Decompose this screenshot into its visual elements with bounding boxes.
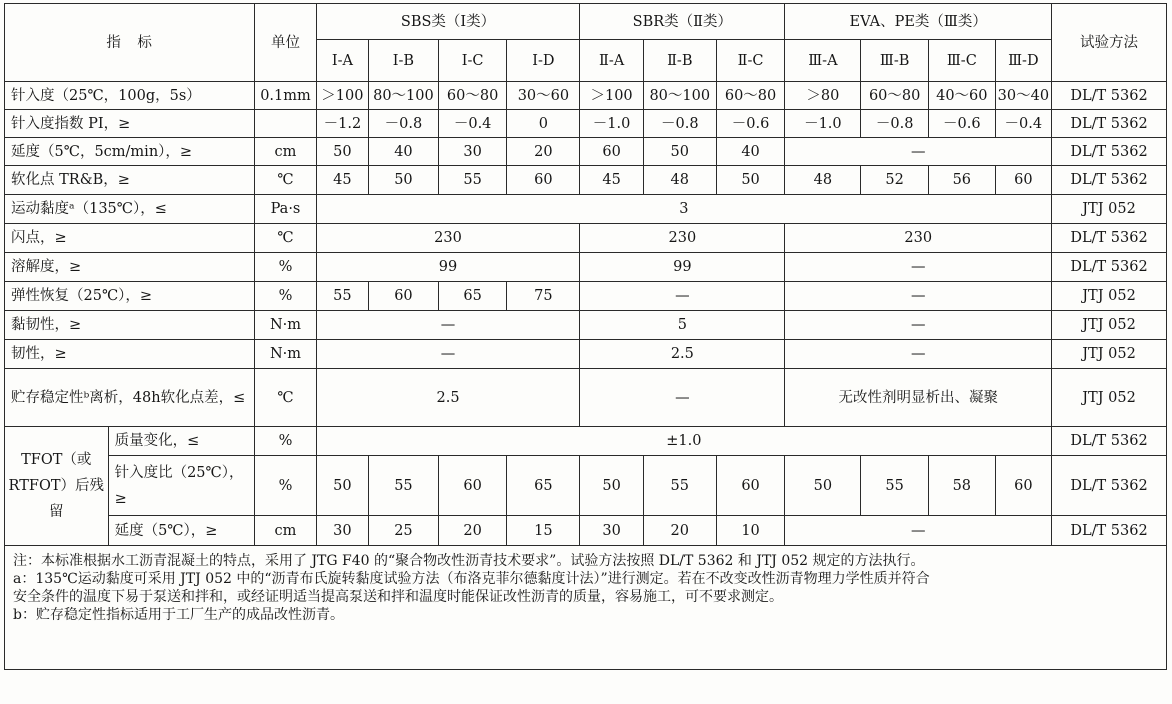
cell-value-sbs-group: 230 [316, 224, 580, 253]
row-label: 闪点，≥ [5, 224, 255, 253]
row-label: 运动黏度ᵃ（135℃），≤ [5, 195, 255, 224]
cell-value: 15 [507, 516, 580, 546]
cell-value-sbs-group: 2.5 [316, 369, 580, 427]
cell-value-sbs-group: — [316, 311, 580, 340]
cell-value-sbs-group: — [316, 340, 580, 369]
cell-value-sbr-group: 2.5 [580, 340, 785, 369]
row-toughness [5, 340, 1167, 369]
row-unit: 0.1mm [255, 82, 317, 110]
row-label: 弹性恢复（25℃），≥ [5, 282, 255, 311]
cell-value-eva-group: — [785, 516, 1052, 546]
cell-value: 25 [369, 516, 439, 546]
cell-value-eva-group: — [785, 138, 1052, 166]
header-unit: 单位 [255, 4, 317, 82]
cell-value-eva-group: — [785, 253, 1052, 282]
row-viscosity [5, 195, 1167, 224]
row-tfot-penetration-ratio [5, 456, 1167, 516]
header-test-method: 试验方法 [1052, 4, 1167, 82]
row-unit: N·m [255, 340, 317, 369]
row-unit: cm [255, 516, 317, 546]
cell-value: 48 [785, 166, 861, 195]
cell-value: －1.2 [316, 110, 368, 138]
cell-value: 60～80 [861, 82, 929, 110]
row-label: 韧性，≥ [5, 340, 255, 369]
row-unit: ℃ [255, 166, 317, 195]
row-label: 针入度（25℃，100g，5s） [5, 82, 255, 110]
cell-value: 56 [928, 166, 995, 195]
cell-value-sbr-group: — [580, 369, 785, 427]
cell-value: 60 [369, 282, 439, 311]
cell-value-eva-group: — [785, 340, 1052, 369]
header-group-sbr: SBR类（Ⅱ类） [580, 4, 785, 40]
cell-value: 65 [507, 456, 580, 516]
cell-value: 55 [861, 456, 929, 516]
row-method: DL/T 5362 [1052, 516, 1167, 546]
cell-value: ＞80 [785, 82, 861, 110]
cell-value: 75 [507, 282, 580, 311]
row-ductility [5, 138, 1167, 166]
tfot-group-label: TFOT（或RTFOT）后残留 [5, 427, 109, 546]
row-method: DL/T 5362 [1052, 110, 1167, 138]
row-method: JTJ 052 [1052, 195, 1167, 224]
cell-value: －0.8 [643, 110, 716, 138]
cell-value: 45 [316, 166, 368, 195]
cell-value: 58 [928, 456, 995, 516]
cell-value: 50 [316, 456, 368, 516]
cell-value: 30～40 [995, 82, 1051, 110]
cell-value: 60 [507, 166, 580, 195]
cell-value: 52 [861, 166, 929, 195]
cell-value: －0.8 [861, 110, 929, 138]
cell-value: 20 [643, 516, 716, 546]
grade-header: Ⅰ-B [369, 40, 439, 82]
note-general: 注：本标准根据水工沥青混凝土的特点，采用了 JTG F40 的“聚合物改性沥青技术要求”。试验方法按照 DL/T 5362 和 JTJ 052 规定的方法执行。 [13, 553, 925, 569]
cell-value: －1.0 [785, 110, 861, 138]
grade-header: Ⅰ-A [316, 40, 368, 82]
cell-value: 50 [785, 456, 861, 516]
header-group-eva-pe: EVA、PE类（Ⅲ类） [785, 4, 1052, 40]
row-solubility [5, 253, 1167, 282]
cell-value: 20 [438, 516, 507, 546]
row-method: DL/T 5362 [1052, 456, 1167, 516]
row-unit: ℃ [255, 369, 317, 427]
cell-value: 30 [438, 138, 507, 166]
row-unit: % [255, 282, 317, 311]
cell-value: 40 [716, 138, 785, 166]
cell-value: 30～60 [507, 82, 580, 110]
row-unit: cm [255, 138, 317, 166]
cell-value: 60 [995, 456, 1051, 516]
row-label: 质量变化，≤ [108, 427, 255, 456]
row-unit: % [255, 253, 317, 282]
row-unit [255, 110, 317, 138]
row-method: DL/T 5362 [1052, 138, 1167, 166]
row-label: 黏韧性，≥ [5, 311, 255, 340]
row-method: DL/T 5362 [1052, 166, 1167, 195]
cell-value: 60 [438, 456, 507, 516]
cell-value-sbr-group: — [580, 282, 785, 311]
note-b: b：贮存稳定性指标适用于工厂生产的成品改性沥青。 [13, 607, 344, 623]
cell-value: －0.6 [716, 110, 785, 138]
row-unit: % [255, 456, 317, 516]
row-label: 溶解度，≥ [5, 253, 255, 282]
header-group-sbs: SBS类（Ⅰ类） [316, 4, 580, 40]
modified-asphalt-spec-table [4, 3, 1167, 670]
row-label: 延度（5℃，5cm/min），≥ [5, 138, 255, 166]
cell-value: 20 [507, 138, 580, 166]
row-elastic-recovery [5, 282, 1167, 311]
cell-value-sbr-group: 230 [580, 224, 785, 253]
cell-value: －0.8 [369, 110, 439, 138]
cell-value: 55 [316, 282, 368, 311]
row-unit: ℃ [255, 224, 317, 253]
grade-header: Ⅲ-A [785, 40, 861, 82]
header-row-groups [5, 4, 1167, 40]
cell-value: 60 [716, 456, 785, 516]
cell-value: －0.4 [995, 110, 1051, 138]
cell-value: 50 [316, 138, 368, 166]
row-method: JTJ 052 [1052, 311, 1167, 340]
cell-value: －1.0 [580, 110, 644, 138]
cell-value-sbr-group: 99 [580, 253, 785, 282]
row-label: 贮存稳定性ᵇ离析，48h软化点差，≤ [5, 369, 255, 427]
cell-value: 40 [369, 138, 439, 166]
row-storage-stability [5, 369, 1167, 427]
cell-value: 55 [643, 456, 716, 516]
cell-value: 50 [369, 166, 439, 195]
row-tfot-mass-change [5, 427, 1167, 456]
row-label: 延度（5℃），≥ [108, 516, 255, 546]
grade-header: Ⅲ-B [861, 40, 929, 82]
row-unit: Pa·s [255, 195, 317, 224]
grade-header: Ⅱ-C [716, 40, 785, 82]
cell-value: 30 [580, 516, 644, 546]
cell-value: 45 [580, 166, 644, 195]
grade-header: Ⅱ-B [643, 40, 716, 82]
cell-value: 55 [438, 166, 507, 195]
row-flash-point [5, 224, 1167, 253]
row-method: DL/T 5362 [1052, 224, 1167, 253]
cell-value-all-grades: 3 [316, 195, 1051, 224]
row-method: JTJ 052 [1052, 282, 1167, 311]
row-unit: % [255, 427, 317, 456]
cell-value-eva-group: — [785, 282, 1052, 311]
row-tfot-ductility [5, 516, 1167, 546]
grade-header: Ⅱ-A [580, 40, 644, 82]
row-penetration [5, 82, 1167, 110]
grade-header: Ⅲ-C [928, 40, 995, 82]
cell-value: ＞100 [580, 82, 644, 110]
row-method: DL/T 5362 [1052, 82, 1167, 110]
cell-value: 60 [995, 166, 1051, 195]
cell-value-eva-group: 无改性剂明显析出、凝聚 [785, 369, 1052, 427]
cell-value: 60～80 [716, 82, 785, 110]
cell-value: ＞100 [316, 82, 368, 110]
cell-value: 60～80 [438, 82, 507, 110]
cell-value: 60 [580, 138, 644, 166]
cell-value: －0.6 [928, 110, 995, 138]
cell-value-eva-group: 230 [785, 224, 1052, 253]
cell-value: －0.4 [438, 110, 507, 138]
cell-value-sbs-group: 99 [316, 253, 580, 282]
cell-value: 80～100 [643, 82, 716, 110]
row-label: 针入度比（25℃），≥ [108, 456, 255, 516]
row-method: DL/T 5362 [1052, 427, 1167, 456]
note-a: a：135℃运动黏度可采用 JTJ 052 中的“沥青布氏旋转黏度试验方法（布洛克菲尔德黏度计法）”进行测定。若在不改变改性沥青物理力学性质并符合 [13, 571, 930, 587]
cell-value: 48 [643, 166, 716, 195]
grade-header: Ⅰ-C [438, 40, 507, 82]
row-penetration-index [5, 110, 1167, 138]
cell-value: 10 [716, 516, 785, 546]
cell-value: 55 [369, 456, 439, 516]
cell-value: 65 [438, 282, 507, 311]
row-label: 软化点 TR&B，≥ [5, 166, 255, 195]
row-method: JTJ 052 [1052, 369, 1167, 427]
notes-row [5, 546, 1167, 670]
note-a-continued: 安全条件的温度下易于泵送和拌和，或经证明适当提高泵送和拌和温度时能保证改性沥青的质量，容易施工，可不要求测定。 [13, 589, 783, 605]
row-unit: N·m [255, 311, 317, 340]
row-method: JTJ 052 [1052, 340, 1167, 369]
cell-value: 50 [580, 456, 644, 516]
cell-value: 80～100 [369, 82, 439, 110]
cell-value: 50 [643, 138, 716, 166]
cell-value-sbr-group: 5 [580, 311, 785, 340]
cell-value: 40～60 [928, 82, 995, 110]
cell-value: 30 [316, 516, 368, 546]
row-tenacity [5, 311, 1167, 340]
row-softening-point [5, 166, 1167, 195]
cell-value: 50 [716, 166, 785, 195]
grade-header: Ⅰ-D [507, 40, 580, 82]
grade-header: Ⅲ-D [995, 40, 1051, 82]
cell-value: 0 [507, 110, 580, 138]
row-label: 针入度指数 PI，≥ [5, 110, 255, 138]
cell-value-all-grades: ±1.0 [316, 427, 1051, 456]
row-method: DL/T 5362 [1052, 253, 1167, 282]
header-indicator: 指 标 [5, 4, 255, 82]
cell-value-eva-group: — [785, 311, 1052, 340]
table-notes [5, 546, 1167, 670]
